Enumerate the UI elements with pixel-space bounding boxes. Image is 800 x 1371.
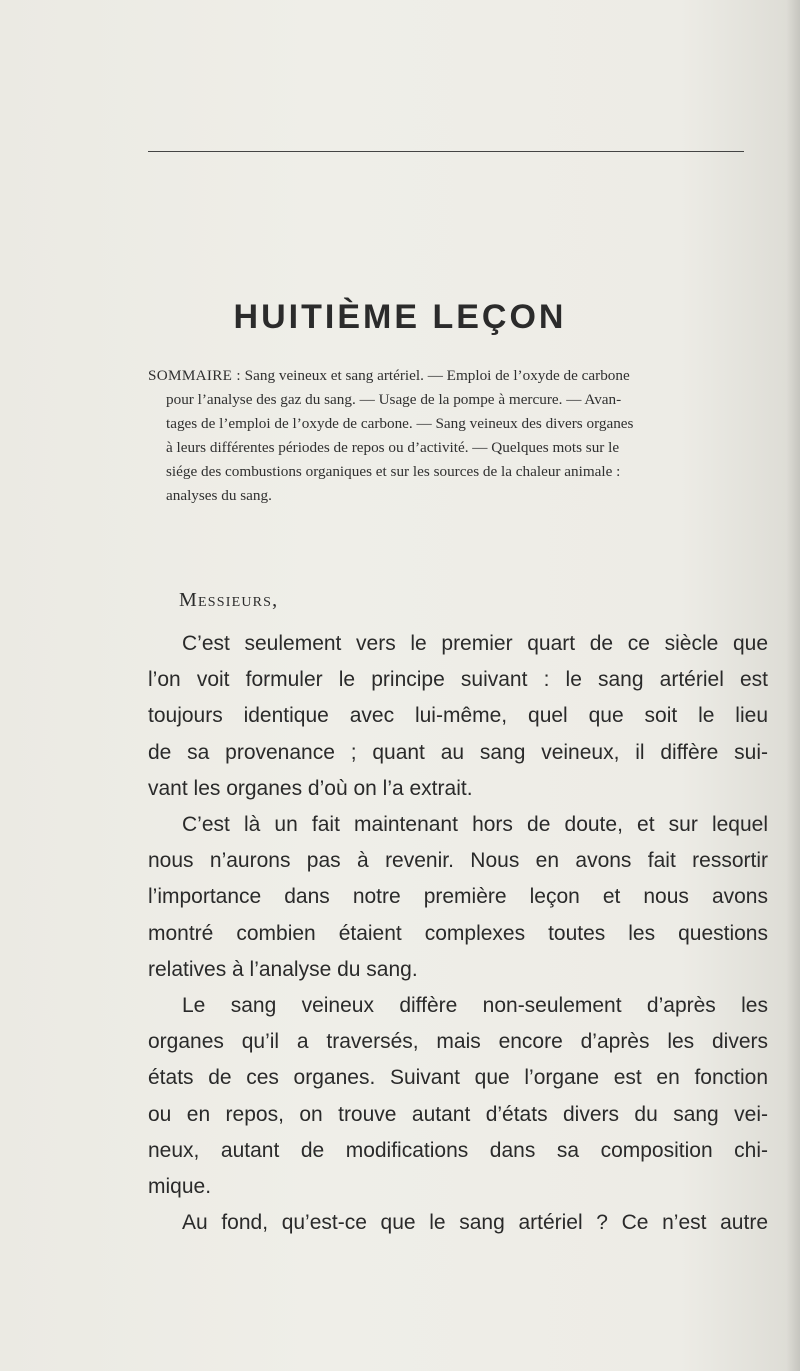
page-edge-shadow bbox=[786, 0, 800, 1371]
text-line: mique. bbox=[148, 1175, 212, 1199]
text-line: C’est seulement vers le premier quart de ce siècle que bbox=[182, 632, 768, 655]
text-line: de sa provenance ; quant au sang veineux, il diffère sui- bbox=[148, 740, 768, 764]
salutation: Messieurs, bbox=[179, 589, 279, 611]
header-rule bbox=[148, 151, 744, 152]
text-line: l’importance dans notre première leçon et nous avons bbox=[148, 885, 768, 909]
summary-line: analyses du sang. bbox=[166, 487, 272, 504]
text-line: neux, autant de modifications dans sa composition chi- bbox=[148, 1138, 768, 1162]
text-line: C’est là un fait maintenant hors de doute, et sur lequel bbox=[182, 813, 768, 837]
paragraph bbox=[148, 626, 768, 807]
summary-line: SOMMAIRE : Sang veineux et sang artériel. — Emploi de l’oxyde de carbone bbox=[148, 367, 630, 384]
text-line: états de ces organes. Suivant que l’organe est en fonction bbox=[148, 1066, 768, 1090]
text-line: toujours identique avec lui-même, quel que soit le lieu bbox=[148, 704, 768, 728]
paragraph bbox=[148, 988, 768, 1205]
summary-line: pour l’analyse des gaz du sang. — Usage de la pompe à mercure. — Avan- bbox=[166, 391, 622, 408]
text-line: l’on voit formuler le principe suivant : le sang artériel est bbox=[148, 668, 768, 692]
summary-line: siége des combustions organiques et sur les sources de la chaleur animale : bbox=[166, 463, 621, 480]
summary-block bbox=[148, 364, 748, 508]
paragraph bbox=[148, 807, 768, 988]
text-line: organes qu’il a traversés, mais encore d’après les divers bbox=[148, 1030, 768, 1054]
text-line: vant les organes d’où on l’a extrait. bbox=[148, 776, 473, 800]
text-line: ou en repos, on trouve autant d’états divers du sang vei- bbox=[148, 1102, 768, 1126]
text-line: relatives à l’analyse du sang. bbox=[148, 957, 418, 981]
chapter-title: HUITIÈME LEÇON bbox=[233, 298, 567, 336]
text-line: Le sang veineux diffère non-seulement d’après les bbox=[182, 994, 768, 1018]
summary-line: tages de l’emploi de l’oxyde de carbone. — Sang veineux des divers organes bbox=[166, 415, 634, 432]
paragraph bbox=[148, 1205, 768, 1241]
summary-line: à leurs différentes périodes de repos ou d’activité. — Quelques mots sur le bbox=[166, 439, 620, 456]
body-text bbox=[148, 626, 768, 1241]
summary-label: SOMMAIRE : bbox=[148, 367, 241, 384]
text-line: Au fond, qu’est-ce que le sang artériel ? Ce n’est autre bbox=[182, 1211, 768, 1235]
text-line: nous n’aurons pas à revenir. Nous en avons fait ressortir bbox=[148, 849, 768, 873]
text-line: montré combien étaient complexes toutes les questions bbox=[148, 921, 768, 945]
